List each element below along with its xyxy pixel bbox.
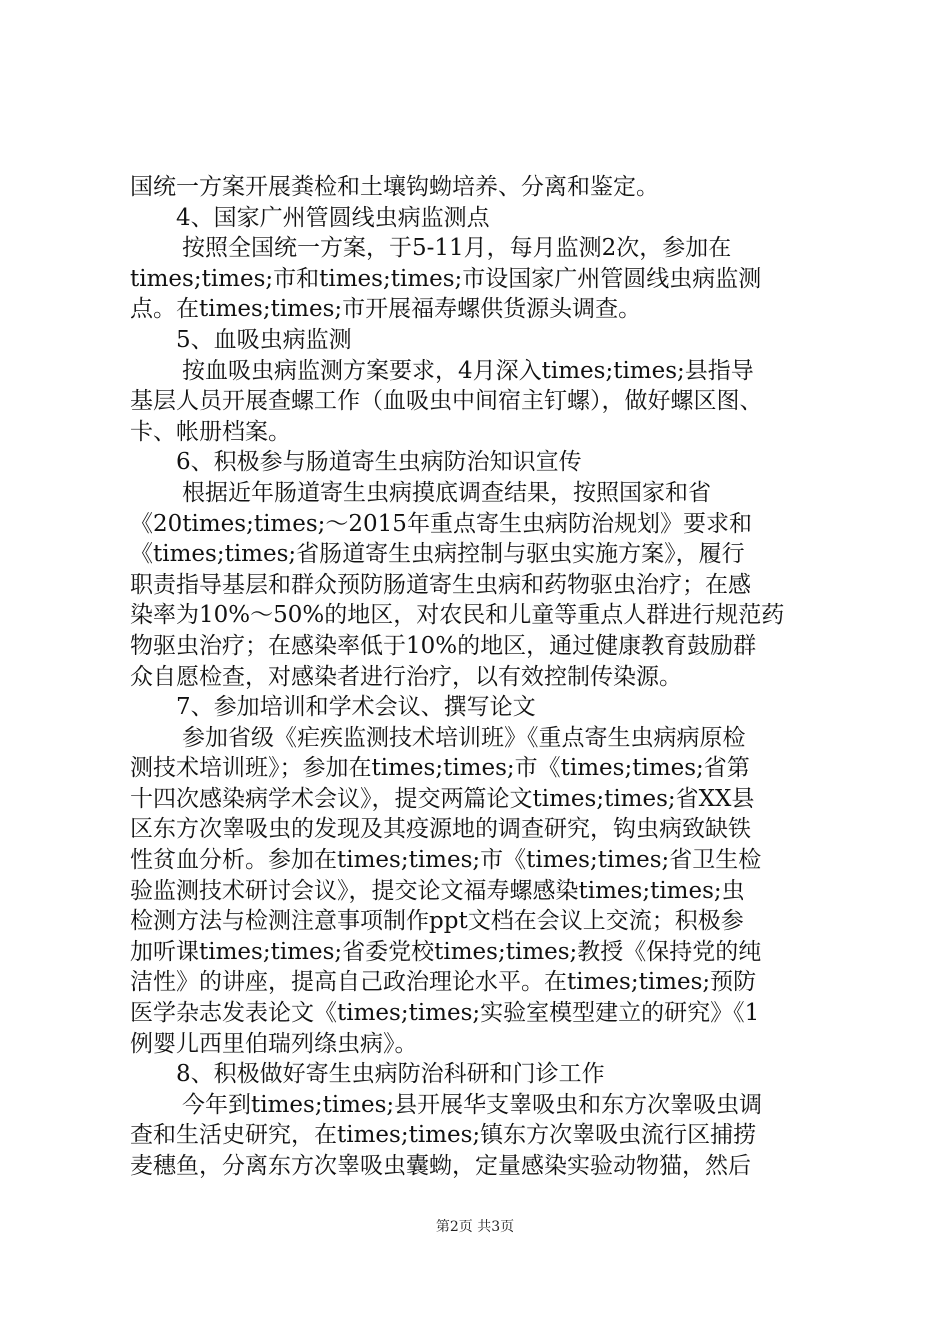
page-footer: 第2页 共3页 bbox=[435, 1219, 515, 1235]
section-heading: 7、参加培训和学术会议、撰写论文 bbox=[176, 694, 536, 721]
paragraph-line: 卡、帐册档案。 bbox=[130, 418, 291, 445]
paragraph-line: 《20times;times;～2015年重点寄生虫病防治规划》要求和 bbox=[130, 510, 752, 537]
section-heading: 8、积极做好寄生虫病防治科研和门诊工作 bbox=[176, 1061, 605, 1088]
paragraph-line: 物驱虫治疗；在感染率低于10%的地区，通过健康教育鼓励群 bbox=[130, 632, 757, 659]
paragraph-line: 验监测技术研讨会议》，提交论文福寿螺感染times;times;虫 bbox=[130, 877, 745, 904]
paragraph-line: 加听课times;times;省委党校times;times;教授《保持党的纯 bbox=[130, 938, 762, 965]
section-heading: 4、国家广州管圆线虫病监测点 bbox=[176, 204, 490, 231]
paragraph-line: 麦穗鱼，分离东方次睾吸虫囊蚴，定量感染实验动物猫，然后 bbox=[130, 1153, 751, 1179]
paragraph-line: 医学杂志发表论文《times;times;实验室模型建立的研究》《1 bbox=[130, 1000, 760, 1027]
paragraph-line: 按血吸虫病监测方案要求，4月深入times;times;县指导 bbox=[182, 357, 754, 384]
paragraph-line: 众自愿检查，对感染者进行治疗，以有效控制传染源。 bbox=[130, 663, 682, 690]
paragraph-line: 按照全国统一方案，于5-11月，每月监测2次，参加在 bbox=[182, 235, 732, 262]
paragraph-line: 例婴儿西里伯瑞列绦虫病》。 bbox=[130, 1030, 418, 1057]
paragraph-line: 国统一方案开展粪检和土壤钩蚴培养、分离和鉴定。 bbox=[130, 174, 659, 200]
paragraph-line: 基层人员开展查螺工作（血吸虫中间宿主钉螺），做好螺区图、 bbox=[130, 388, 763, 415]
paragraph-line: 《times;times;省肠道寄生虫病控制与驱虫实施方案》，履行 bbox=[130, 541, 745, 568]
paragraph-line: times;times;市和times;times;市设国家广州管圆线虫病监测 bbox=[130, 265, 762, 292]
paragraph-line: 职责指导基层和群众预防肠道寄生虫病和药物驱虫治疗；在感 bbox=[130, 571, 751, 598]
document-body bbox=[130, 172, 830, 1182]
paragraph-line: 染率为10%～50%的地区，对农民和儿童等重点人群进行规范药 bbox=[130, 602, 785, 629]
paragraph-line: 测技术培训班》；参加在times;times;市《times;times;省第 bbox=[130, 755, 750, 782]
paragraph-line: 参加省级《疟疾监测技术培训班》《重点寄生虫病病原检 bbox=[182, 724, 746, 751]
paragraph-line: 区东方次睾吸虫的发现及其疫源地的调查研究，钩虫病致缺铁 bbox=[130, 816, 751, 843]
paragraph-line: 十四次感染病学术会议》，提交两篇论文times;times;省XX县 bbox=[130, 785, 755, 812]
paragraph-line: 洁性》的讲座，提高自己政治理论水平。在times;times;预防 bbox=[130, 969, 757, 996]
paragraph-line: 今年到times;times;县开展华支睾吸虫和东方次睾吸虫调 bbox=[182, 1091, 763, 1118]
paragraph-line: 性贫血分析。参加在times;times;市《times;times;省卫生检 bbox=[130, 847, 762, 874]
paragraph-line: 点。在times;times;市开展福寿螺供货源头调查。 bbox=[130, 296, 642, 323]
section-heading: 5、血吸虫病监测 bbox=[176, 326, 352, 353]
paragraph-line: 根据近年肠道寄生虫病摸底调查结果，按照国家和省 bbox=[182, 479, 711, 506]
paragraph-line: 查和生活史研究，在times;times;镇东方次睾吸虫流行区捕捞 bbox=[130, 1122, 757, 1149]
paragraph-line: 检测方法与检测注意事项制作ppt文档在会议上交流；积极参 bbox=[130, 908, 744, 935]
section-heading: 6、积极参与肠道寄生虫病防治知识宣传 bbox=[176, 449, 582, 476]
